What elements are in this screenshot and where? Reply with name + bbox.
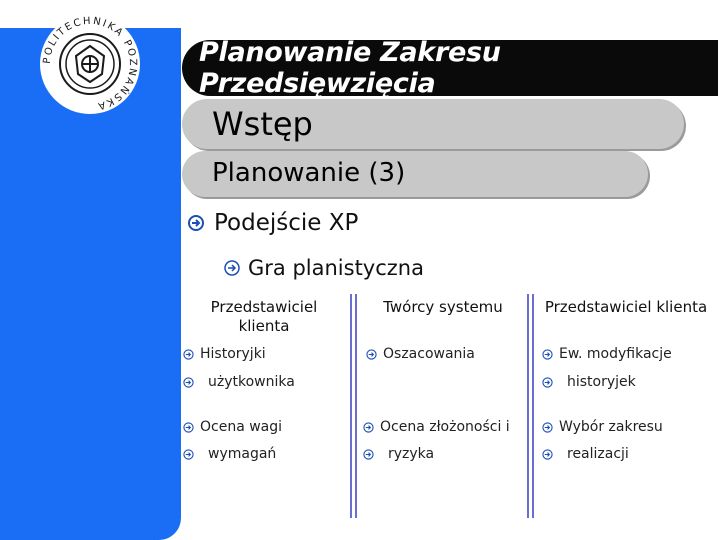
bullet-level-1: [188, 210, 358, 236]
arrow-circle-bullet-icon: [542, 449, 553, 460]
list-item-text: Ew. modyfikacje: [559, 346, 672, 362]
list-item: [542, 374, 636, 390]
column-header-developers: Twórcy systemu: [383, 298, 503, 316]
list-item: [542, 346, 672, 362]
section-heading-2-label: Planowanie (3): [212, 158, 406, 188]
arrow-circle-bullet-icon: [363, 449, 374, 460]
arrow-circle-bullet-icon: [183, 422, 194, 433]
arrow-circle-bullet-icon: [542, 377, 553, 388]
section-heading-1: [182, 99, 684, 149]
university-seal-icon: [36, 10, 144, 118]
list-item: [183, 346, 266, 362]
section-heading-2: [182, 151, 648, 197]
slide-title: Planowanie Zakresu Przedsięwzięcia: [199, 37, 501, 99]
column-header-client-2: Przedstawiciel klienta: [544, 298, 708, 316]
list-item: [183, 419, 282, 435]
column-divider: [350, 294, 352, 518]
arrow-circle-bullet-icon: [363, 422, 374, 433]
list-item-text: historyjek: [567, 374, 636, 390]
arrow-circle-bullet-icon: [183, 349, 194, 360]
column-header-client-1: Przedstawiciel klienta: [210, 298, 318, 335]
list-item: [183, 374, 295, 390]
arrow-circle-bullet-icon: [224, 260, 240, 276]
arrow-circle-bullet-icon: [183, 449, 194, 460]
bullet-level-2: [224, 256, 424, 280]
arrow-circle-bullet-icon: [183, 377, 194, 388]
list-item: [542, 446, 629, 462]
column-divider: [527, 294, 529, 518]
column-divider: [355, 294, 357, 518]
list-item-text: realizacji: [567, 446, 629, 462]
section-heading-1-label: Wstęp: [212, 105, 313, 143]
arrow-circle-bullet-icon: [542, 422, 553, 433]
column-divider: [532, 294, 534, 518]
list-item-text: Historyjki: [200, 346, 266, 362]
list-item-text: Ocena wagi: [200, 419, 283, 435]
list-item-text: Wybór zakresu: [559, 419, 663, 435]
list-item-text: Ocena złożoności i: [380, 419, 510, 435]
list-item: [366, 346, 475, 362]
list-item: [363, 419, 510, 435]
list-item: [542, 419, 663, 435]
arrow-circle-bullet-icon: [366, 349, 377, 360]
list-item-text: użytkownika: [208, 374, 295, 390]
logo-ring-text: POLITECHNIKA POZNAŃSKA: [41, 15, 139, 112]
arrow-circle-bullet-icon: [188, 215, 204, 231]
list-item-text: ryzyka: [388, 446, 435, 462]
arrow-circle-bullet-icon: [542, 349, 553, 360]
list-item-text: Oszacowania: [383, 346, 475, 362]
list-item-text: wymagań: [208, 446, 277, 462]
bullet-level-2-text: Gra planistyczna: [248, 256, 424, 280]
bullet-level-1-text: Podejście XP: [214, 210, 359, 236]
list-item: [363, 446, 434, 462]
list-item: [183, 446, 276, 462]
slide-title-bar: [182, 37, 718, 99]
